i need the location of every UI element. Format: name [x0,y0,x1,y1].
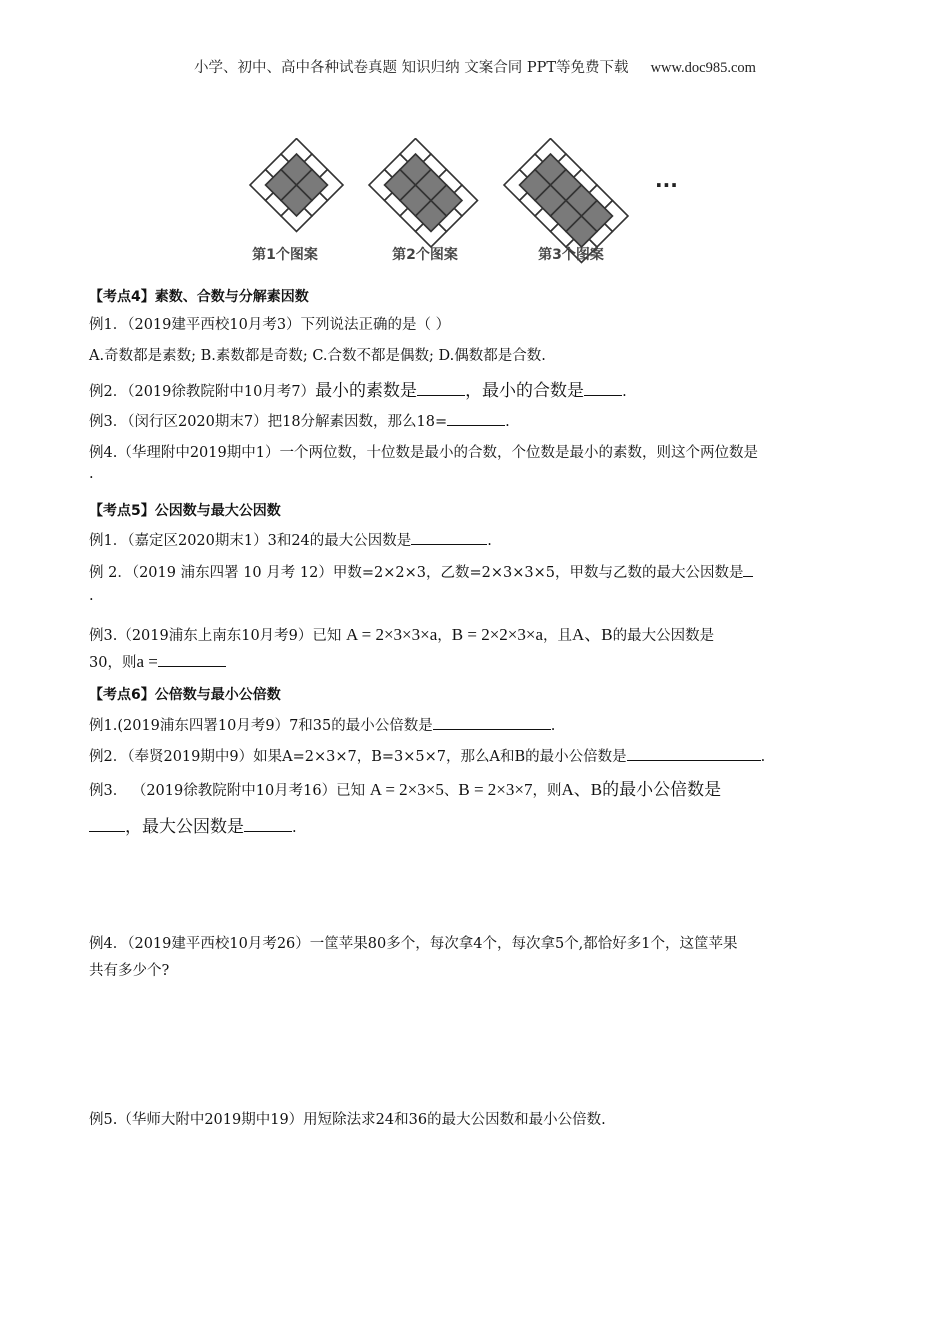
k6-e3-prefix: 例3． （2019徐教院附中10月考16）已知 [89,783,366,799]
k4-example-4: 例4.（华理附中2019期中1）一个两位数，十位数是最小的合数，个位数是最小的素数，则这个两位数是 [89,445,758,461]
k6-e3-mid: ，则 [532,783,562,799]
k5-e2-text: 例 2．（2019 浦东四署 10 月考 12）甲数=2×2×3，乙数=2×3×3×5，甲数与乙数的最大公因数是 [89,565,744,581]
k5-e1-prefix: 例1．（嘉定区2020期末1）3和24的最大公因数是 [89,533,412,549]
k6-example-2 [89,745,765,766]
pattern-label: 第1个图案 [252,247,318,263]
k5-e1-end: . [487,533,492,549]
k5-e3-sep: ， [437,628,452,644]
k5-example-1 [89,529,492,550]
k4-e2-prefix: 例2．（2019徐教院附中10月考7） [89,384,316,400]
k6-e1-end: . [550,718,556,734]
k6-example-4: 例4．（2019建平西校10月考26）一筐苹果80多个，每次拿4个，每次拿5个,都恰好多1个，这筐苹果 [89,936,738,952]
answer-blank[interactable] [447,411,505,426]
k6-example-3 [89,775,721,800]
k5-e3-line2: 30，则 [89,655,137,671]
answer-blank[interactable] [417,381,465,396]
section-title-k6: 【考点6】公倍数与最小公倍数 [89,687,281,703]
answer-blank[interactable] [433,715,551,730]
k5-example-3-line2 [89,651,226,672]
k6-e2-prefix: 例2．（奉贤2019期中9）如果A=2×3×7，B=3×5×7，那么A和B的最小公倍数是 [89,749,627,765]
k5-e3-formula-b: B = 2×2×3×a [451,625,543,644]
pattern-ellipsis: ··· [655,173,678,197]
page-header [0,56,950,77]
k4-e2-end: . [622,384,627,400]
k4-example-2 [89,376,627,401]
k5-e3-var: a = [136,652,158,671]
k6-e3-ab: A、B [561,780,603,799]
k5-e3-suffix: 的最大公因数是 [612,628,715,644]
k6-example-4-line2: 共有多少个? [89,963,170,979]
k6-e3-suffix: 的最小公倍数是 [602,780,722,800]
k6-e3-sep: 、 [443,783,459,799]
k4-example-4-cont: . [89,466,94,482]
k4-example-3 [89,410,510,431]
k6-e3-formula-a: A = 2×3×5 [369,780,444,799]
k6-e2-end: . [760,749,766,765]
answer-blank[interactable] [627,746,761,761]
k5-e3-formula-a: A = 2×3×3×a [346,625,438,644]
k4-example-1-options: A.奇数都是素数; B.素数都是奇数; C.合数不都是偶数; D.偶数都是合数. [89,348,546,364]
k6-example-3-line2 [89,812,297,837]
k4-example-1: 例1．（2019建平西校10月考3）下列说法正确的是（ ） [89,317,451,333]
k5-example-2-cont: . [89,588,94,604]
pattern-label: 第2个图案 [392,247,458,263]
k4-e2-text-a: 最小的素数是 [315,381,418,401]
header-site: www.doc985.com [650,60,756,76]
answer-blank[interactable] [244,817,292,832]
k6-e3-end: . [292,820,297,836]
k5-example-2 [89,561,753,582]
k5-e3-prefix: 例3.（2019浦东上南东10月考9）已知 [89,628,342,644]
k6-example-1 [89,714,555,735]
section-title-k4: 【考点4】素数、合数与分解素因数 [89,289,309,305]
section-title-k5: 【考点5】公因数与最大公因数 [89,503,281,519]
k4-e2-text-b: ，最小的合数是 [465,381,585,401]
k4-e3-end: . [505,414,510,430]
header-text: 小学、初中、高中各种试卷真题 知识归纳 文案合同 PPT等免费下载 [194,60,629,76]
answer-blank[interactable] [89,817,125,832]
k6-e1-prefix: 例1.(2019浦东四署10月考9）7和35的最小公倍数是 [89,718,433,734]
k6-e3-line2-b: ，最大公因数是 [125,817,244,837]
k5-e3-ab: A、B [572,625,613,644]
pattern-svg [245,138,695,266]
k4-e3-prefix: 例3．（闵行区2020期末7）把18分解素因数，那么18= [89,414,448,430]
pattern-label: 第3个图案 [538,247,604,263]
pattern-figure [245,138,695,270]
answer-blank[interactable] [158,652,226,667]
k6-e3-formula-b: B = 2×3×7 [458,780,533,799]
answer-blank[interactable] [411,530,487,545]
answer-blank[interactable] [743,562,753,577]
k5-example-3 [89,620,714,645]
answer-blank[interactable] [584,381,622,396]
k6-example-5: 例5.（华师大附中2019期中19）用短除法求24和36的最大公因数和最小公倍数. [89,1112,606,1128]
k5-e3-mid: ，且 [543,628,572,644]
